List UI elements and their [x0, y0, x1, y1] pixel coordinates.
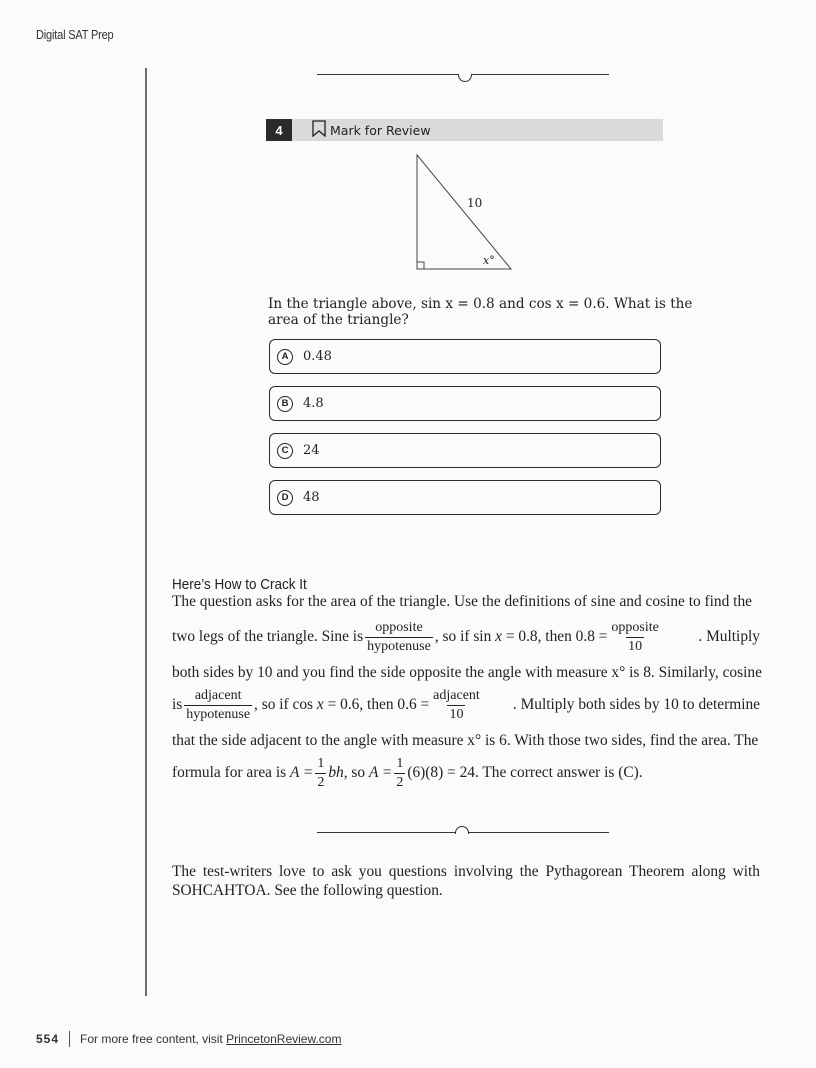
fraction-adj-hyp: [184, 689, 252, 722]
mark-for-review-label: Mark for Review: [330, 122, 431, 138]
denominator: 10: [449, 706, 464, 722]
choice-value: 48: [303, 490, 320, 505]
eq-a: A =: [289, 764, 314, 781]
fraction-opp-hyp: [365, 621, 433, 654]
text: two legs of the triangle. Sine is: [172, 628, 364, 645]
denominator: 2: [317, 774, 325, 790]
princeton-review-link[interactable]: PrincetonReview.com: [226, 1032, 342, 1046]
denominator: 10: [628, 638, 643, 654]
denominator: 2: [396, 774, 404, 790]
explanation-line-6: [172, 752, 760, 794]
bottom-divider-knob: [455, 826, 469, 834]
hypotenuse-label: 10: [467, 196, 483, 210]
choice-letter: C: [277, 443, 293, 459]
variable-x: x: [495, 628, 502, 645]
fraction-opp-10: [609, 621, 660, 654]
choice-letter: A: [277, 349, 293, 365]
numerator: 1: [317, 755, 325, 771]
stem-line-1: In the triangle above, sin x = 0.8 and cos x = 0.6. What is the: [268, 296, 693, 312]
choice-value: 0.48: [303, 349, 332, 364]
explanation-line-4: [172, 684, 760, 726]
text: , so if sin: [434, 628, 492, 645]
numerator: adjacent: [194, 687, 242, 703]
question-number: 4: [266, 119, 292, 141]
numerator: adjacent: [433, 687, 480, 703]
choice-b[interactable]: [269, 386, 661, 421]
text: formula for area is: [172, 764, 287, 781]
choice-a[interactable]: [269, 339, 661, 374]
angle-label: x°: [483, 254, 495, 267]
variable-x: x: [316, 696, 324, 713]
footer: [36, 1031, 341, 1047]
choice-value: 24: [303, 443, 320, 458]
explanation-line-3: both sides by 10 and you find the side opposite the angle with measure x° is 8. Similarly, cosine: [172, 664, 762, 681]
numerator: opposite: [611, 619, 659, 635]
fraction-half: [315, 757, 326, 790]
page-number: 554: [36, 1032, 60, 1046]
denominator: hypotenuse: [367, 638, 431, 654]
footer-text: For more free content, visit: [80, 1032, 223, 1046]
right-angle-marker: [417, 262, 424, 269]
text: = 0.6, then 0.6 =: [327, 696, 430, 713]
fraction-adj-10: [431, 689, 482, 722]
running-head: Digital SAT Prep: [36, 28, 114, 42]
fraction-half: [394, 757, 405, 790]
text: , so: [343, 764, 366, 781]
top-divider-knob: [458, 74, 472, 82]
choice-d[interactable]: [269, 480, 661, 515]
eq-a: A =: [368, 764, 393, 781]
footer-separator: [69, 1031, 70, 1047]
text: . Multiply both sides by 10 to determine: [512, 696, 760, 713]
triangle-figure: [405, 150, 525, 275]
text: is: [172, 696, 183, 713]
text: = 0.8, then 0.8 =: [505, 628, 608, 645]
mark-for-review-button[interactable]: [312, 120, 431, 140]
choice-letter: B: [277, 396, 293, 412]
choice-c[interactable]: [269, 433, 661, 468]
bookmark-icon: [312, 120, 326, 140]
denominator: hypotenuse: [186, 706, 251, 722]
explanation-line-1: The question asks for the area of the triangle. Use the definitions of sine and cosine to find the: [172, 593, 752, 610]
eq-bh: bh: [328, 764, 344, 781]
text: . Multiply: [698, 628, 760, 645]
explanation-line-2: [172, 616, 760, 658]
margin-rule: [145, 68, 147, 996]
text: (6)(8) = 24. The correct answer is (C).: [407, 764, 643, 781]
choice-value: 4.8: [303, 396, 324, 411]
question-stem: [268, 296, 693, 328]
explanation-line-5: that the side adjacent to the angle with measure x° is 6. With those two sides, find the area. The: [172, 732, 759, 749]
explanation-heading: Here’s How to Crack It: [172, 576, 307, 593]
closing-paragraph: The test-writers love to ask you questions involving the Pythagorean Theorem along with SOHCAHTOA. See the following question.: [172, 863, 760, 899]
text: , so if cos: [254, 696, 314, 713]
numerator: opposite: [375, 619, 423, 635]
triangle-outline: [417, 155, 511, 269]
choice-letter: D: [277, 490, 293, 506]
numerator: 1: [396, 755, 404, 771]
stem-line-2: area of the triangle?: [268, 312, 409, 328]
